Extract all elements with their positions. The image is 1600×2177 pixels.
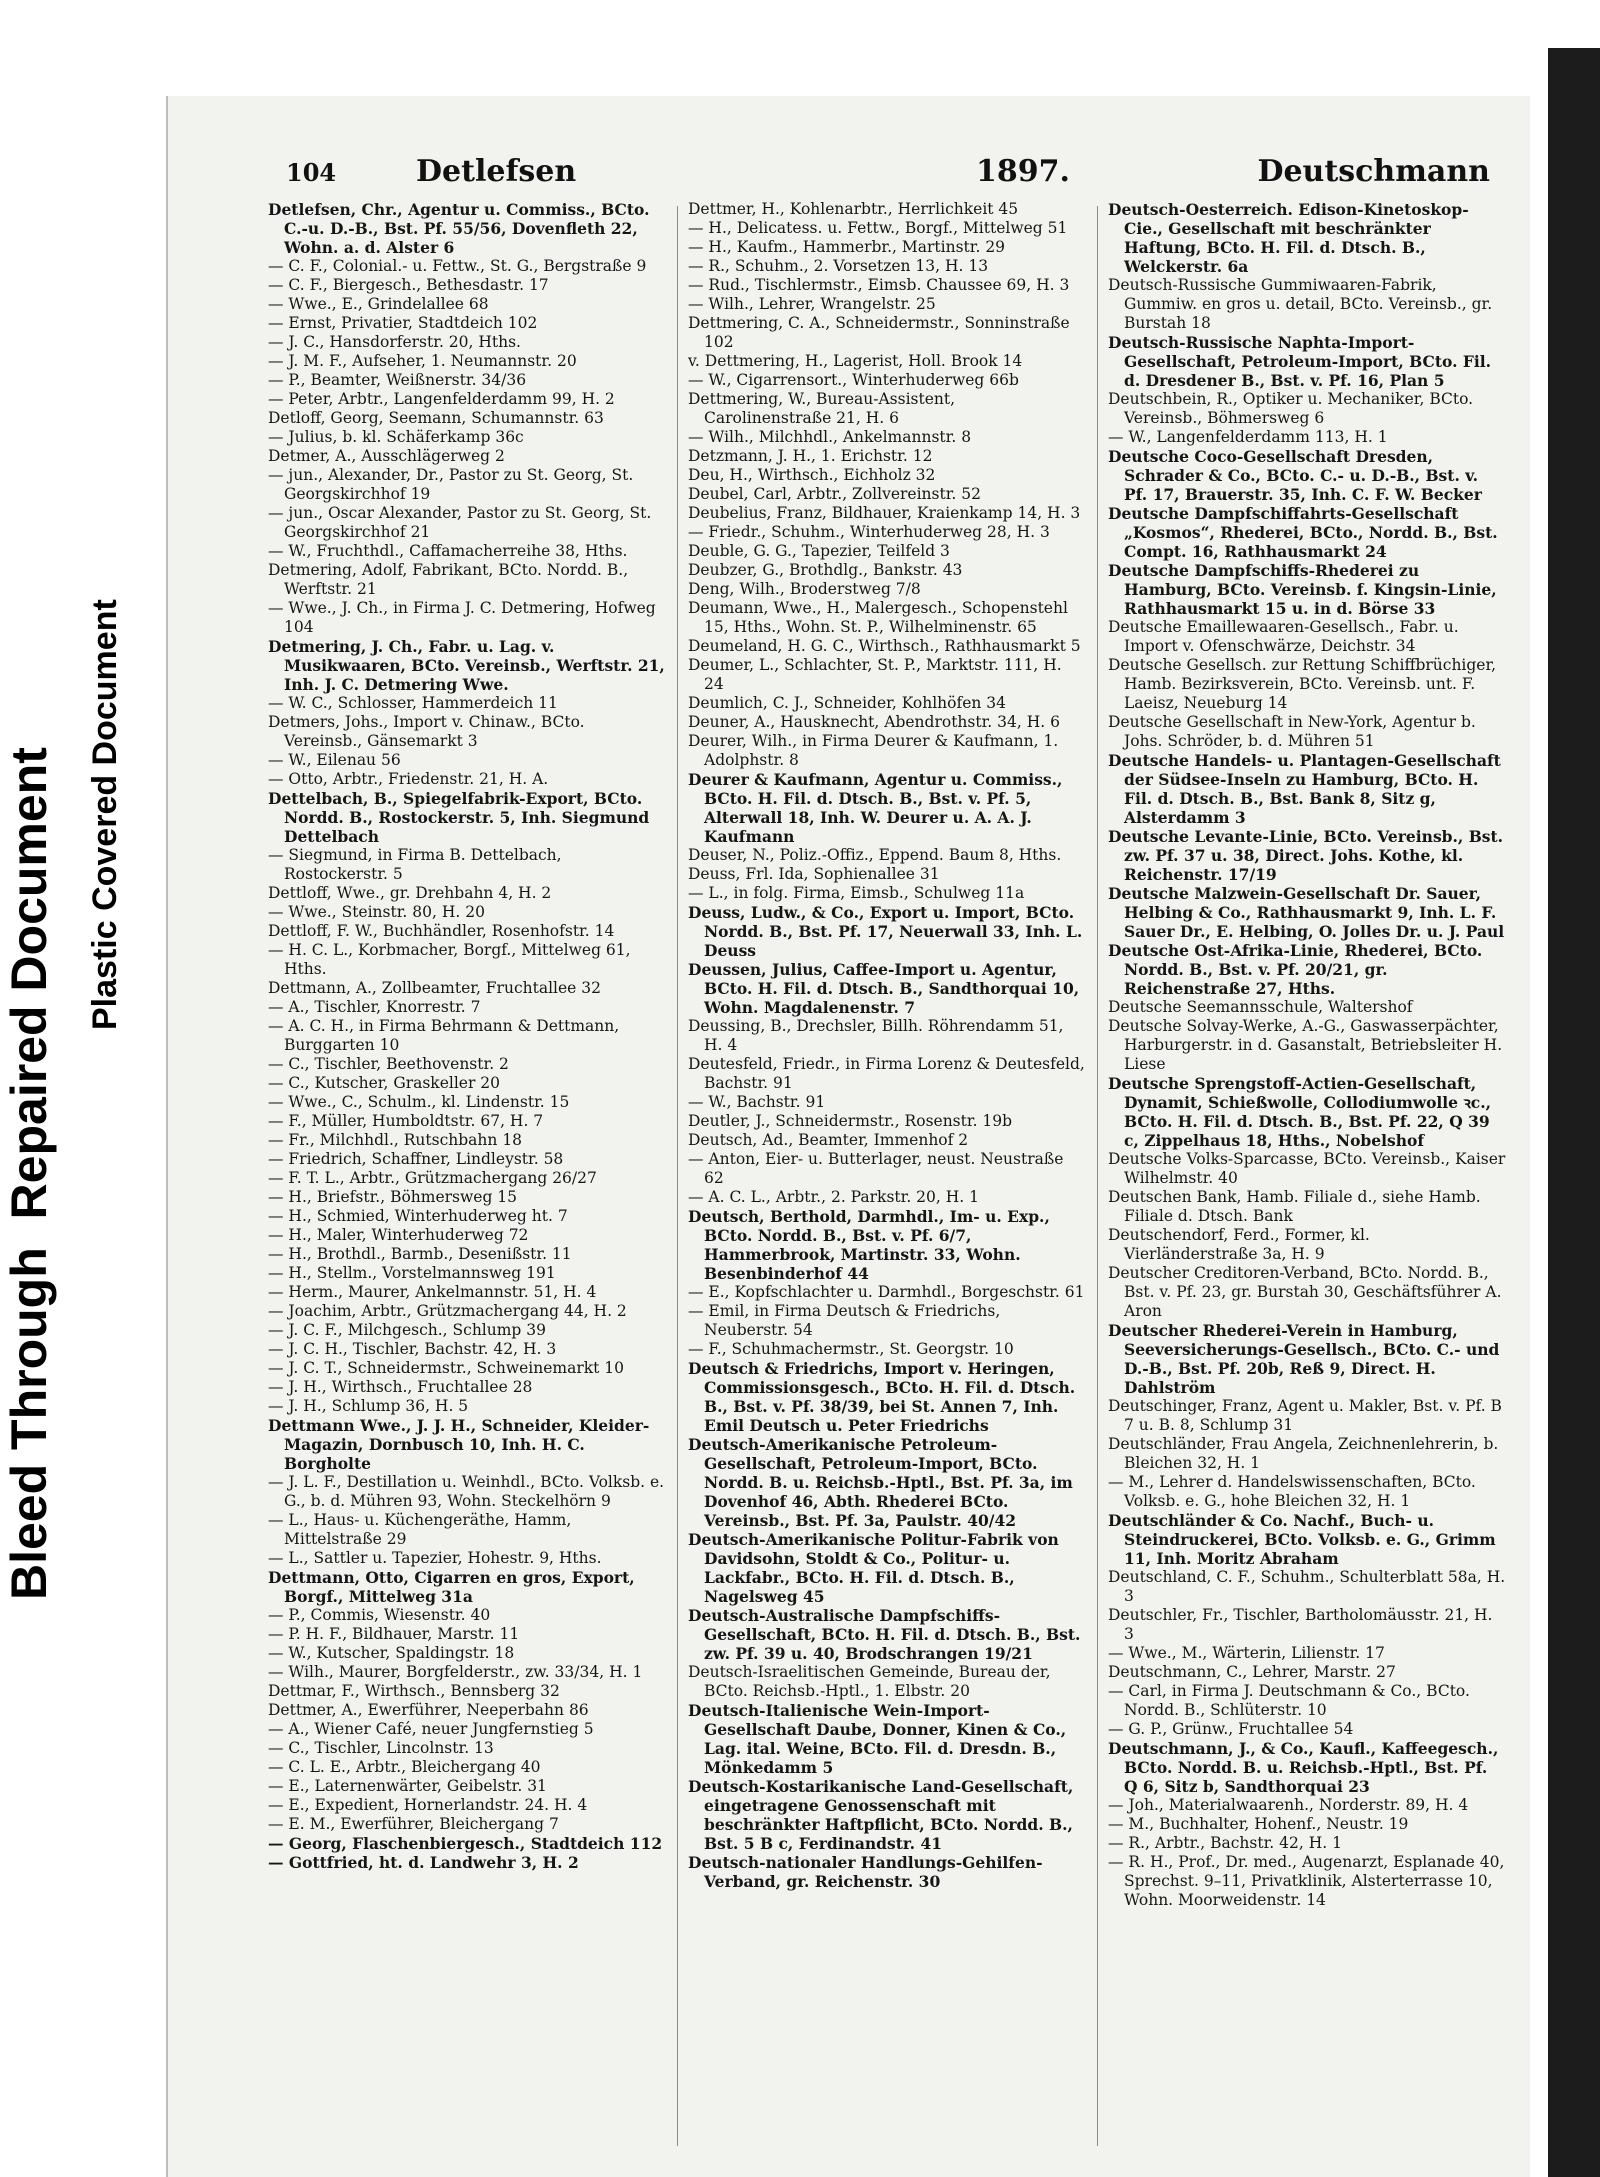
directory-entry: — E., Expedient, Hornerlandstr. 24. H. 4 — [268, 1796, 588, 1814]
directory-entry: — C. F., Biergesch., Bethesdastr. 17 — [268, 276, 549, 294]
directory-entry: Deu, H., Wirthsch., Eichholz 32 — [688, 466, 936, 484]
directory-entry: — W., Langenfelderdamm 113, H. 1 — [1108, 428, 1388, 446]
directory-entry: — Wwe., E., Grindelallee 68 — [268, 295, 489, 313]
directory-entry: — J. M. F., Aufseher, 1. Neumannstr. 20 — [268, 352, 577, 370]
directory-columns — [268, 200, 1508, 2160]
directory-entry: Deurer & Kaufmann, Agentur u. Commiss., BCto. H. Fil. d. Dtsch. B., Bst. v. Pf. 5, Alterwall 18, Inh. W. Deurer u. A. A. J. Kaufmann — [688, 770, 1063, 846]
directory-entry: Deuss, Frl. Ida, Sophienallee 31 — [688, 865, 940, 883]
directory-entry: v. Dettmering, H., Lagerist, Holl. Brook 14 — [688, 352, 1023, 370]
directory-entry: — Georg, Flaschenbiergesch., Stadtdeich 112 — [268, 1834, 663, 1853]
directory-entry: — J. C. T., Schneidermstr., Schweinemarkt 10 — [268, 1359, 625, 1377]
directory-entry: Dettloff, Wwe., gr. Drehbahn 4, H. 2 — [268, 884, 552, 902]
directory-column-1 — [268, 200, 666, 2160]
directory-entry: — H., Kaufm., Hammerbr., Martinstr. 29 — [688, 238, 1006, 256]
directory-entry: Deutsch, Ad., Beamter, Immenhof 2 — [688, 1131, 969, 1149]
directory-entry: — R., Arbtr., Bachstr. 42, H. 1 — [1108, 1834, 1342, 1852]
directory-entry: Deutsche Sprengstoff-Actien-Gesellschaft, Dynamit, Schießwolle, Collodiumwolle ꝛc., BCto. H. Fil. d. Dtsch. B., Bst. Pf. 22, Q 39 c, Zippelhaus 18, Hths., Nobelshof — [1108, 1074, 1492, 1150]
directory-entry: — H., Brothdl., Barmb., Desenißstr. 11 — [268, 1245, 572, 1263]
directory-entry: — Peter, Arbtr., Langenfelderdamm 99, H. 2 — [268, 390, 615, 408]
directory-entry: Dettmering, C. A., Schneidermstr., Sonninstraße 102 — [688, 314, 1070, 351]
directory-entry: Deubelius, Franz, Bildhauer, Kraienkamp 14, H. 3 — [688, 504, 1081, 522]
directory-entry: — Wilh., Milchhdl., Ankelmannstr. 8 — [688, 428, 972, 446]
directory-entry: — W., Fruchthdl., Caffamacherreihe 38, Hths. — [268, 542, 628, 560]
directory-entry: Dettmer, H., Kohlenarbtr., Herrlichkeit 45 — [688, 200, 1019, 218]
directory-entry: Deutsch-Russische Naphta-Import-Gesellschaft, Petroleum-Import, BCto. Fil. d. Dresdener B., Bst. v. Pf. 16, Plan 5 — [1108, 333, 1492, 390]
directory-entry: — F., Müller, Humboldtstr. 67, H. 7 — [268, 1112, 544, 1130]
directory-entry: — Carl, in Firma J. Deutschmann & Co., BCto. Nordd. B., Schlüterstr. 10 — [1108, 1682, 1470, 1719]
directory-entry: — Wwe., M., Wärterin, Lilienstr. 17 — [1108, 1644, 1385, 1662]
directory-entry: — E., Kopfschlachter u. Darmhdl., Borgeschstr. 61 — [688, 1283, 1085, 1301]
directory-entry: Deutsche Solvay-Werke, A.-G., Gaswasserpächter, Harburgerstr. in d. Gasanstalt, Betriebsleiter H. Liese — [1108, 1017, 1503, 1073]
directory-entry: Deutsch & Friedrichs, Import v. Heringen, Commissionsgesch., BCto. H. Fil. d. Dtsch. B., Bst. v. Pf. 38/39, bei St. Annen 7, Inh. Emil Deutsch u. Peter Friedrichs — [688, 1359, 1076, 1435]
directory-entry: Deutler, J., Schneidermstr., Rosenstr. 19b — [688, 1112, 1013, 1130]
directory-entry: — P., Commis, Wiesenstr. 40 — [268, 1606, 491, 1624]
directory-entry: — E., Laternenwärter, Geibelstr. 31 — [268, 1777, 547, 1795]
directory-entry: — H., Stellm., Vorstelmannsweg 191 — [268, 1264, 556, 1282]
directory-entry: Deutschbein, R., Optiker u. Mechaniker, BCto. Vereinsb., Böhmersweg 6 — [1108, 390, 1474, 427]
directory-entry: Dettelbach, B., Spiegelfabrik-Export, BCto. Nordd. B., Rostockerstr. 5, Inh. Siegmund Dettelbach — [268, 789, 650, 846]
directory-entry: — Herm., Maurer, Ankelmannstr. 51, H. 4 — [268, 1283, 597, 1301]
page-header — [286, 154, 1494, 194]
directory-entry: Deutschen Bank, Hamb. Filiale d., siehe Hamb. Filiale d. Dtsch. Bank — [1108, 1188, 1481, 1225]
directory-entry: Deussen, Julius, Caffee-Import u. Agentur, BCto. H. Fil. d. Dtsch. B., Sandthorquai 10, Wohn. Magdalenenstr. 7 — [688, 960, 1080, 1017]
directory-entry: Detmering, Adolf, Fabrikant, BCto. Nordd. B., Werftstr. 21 — [268, 561, 629, 598]
directory-entry: Deuner, A., Hausknecht, Abendrothstr. 34, H. 6 — [688, 713, 1060, 731]
directory-entry: Deutschländer & Co. Nachf., Buch- u. Steindruckerei, BCto. Volksb. e. G., Grimm 11, Inh. Moritz Abraham — [1108, 1511, 1496, 1568]
directory-entry: — P. H. F., Bildhauer, Marstr. 11 — [268, 1625, 520, 1643]
directory-entry: Deuble, G. G., Tapezier, Teilfeld 3 — [688, 542, 950, 560]
directory-page — [168, 96, 1530, 2177]
condition-label-primary — [0, 747, 58, 1600]
directory-entry: Deutsche Emaillewaaren-Gesellsch., Fabr. u. Import v. Ofenschwärze, Deichstr. 34 — [1108, 618, 1459, 655]
directory-entry: — H. C. L., Korbmacher, Borgf., Mittelweg 61, Hths. — [268, 941, 631, 978]
directory-entry: Deutsch-Kostarikanische Land-Gesellschaft, eingetragene Genossenschaft mit beschränkter Haftpflicht, BCto. Nordd. B., Bst. 5 B c, Ferdinandstr. 41 — [688, 1777, 1074, 1853]
directory-entry: — A., Tischler, Knorrestr. 7 — [268, 998, 481, 1016]
directory-entry: Deutschendorf, Ferd., Former, kl. Vierländerstraße 3a, H. 9 — [1108, 1226, 1370, 1263]
directory-entry: Deutsch-nationaler Handlungs-Gehilfen-Verband, gr. Reichenstr. 30 — [688, 1853, 1043, 1891]
directory-entry: Deutesfeld, Friedr., in Firma Lorenz & Deutesfeld, Bachstr. 91 — [688, 1055, 1085, 1092]
directory-entry: — H., Delicatess. u. Fettw., Borgf., Mittelweg 51 — [688, 219, 1068, 237]
condition-label-bleed-through: Bleed Through — [1, 1247, 57, 1600]
directory-entry: — J. H., Schlump 36, H. 5 — [268, 1397, 469, 1415]
directory-entry: — C., Tischler, Lincolnstr. 13 — [268, 1739, 494, 1757]
directory-entry: — C., Tischler, Beethovenstr. 2 — [268, 1055, 509, 1073]
directory-entry: Dettloff, F. W., Buchhändler, Rosenhofstr. 14 — [268, 922, 615, 940]
directory-entry: — W., Kutscher, Spaldingstr. 18 — [268, 1644, 515, 1662]
directory-entry: Detloff, Georg, Seemann, Schumannstr. 63 — [268, 409, 604, 427]
directory-entry: — F. T. L., Arbtr., Grützmachergang 26/27 — [268, 1169, 597, 1187]
directory-entry: Deutsch, Berthold, Darmhdl., Im- u. Exp., BCto. Nordd. B., Bst. v. Pf. 6/7, Hammerbrook, Martinstr. 33, Wohn. Besenbinderhof 44 — [688, 1207, 1050, 1283]
directory-entry: — jun., Alexander, Dr., Pastor zu St. Georg, St. Georgskirchhof 19 — [268, 466, 634, 503]
directory-entry: Detmers, Johs., Import v. Chinaw., BCto. Vereinsb., Gänsemarkt 3 — [268, 713, 585, 750]
directory-entry: — Friedrich, Schaffner, Lindleystr. 58 — [268, 1150, 564, 1168]
directory-entry: — M., Buchhalter, Hohenf., Neustr. 19 — [1108, 1815, 1409, 1833]
directory-entry: Dettmann, A., Zollbeamter, Fruchtallee 32 — [268, 979, 601, 997]
directory-entry: Deutsche Seemannsschule, Waltershof — [1108, 998, 1413, 1016]
directory-column-3 — [1108, 200, 1506, 2160]
directory-entry: Deutsche Malzwein-Gesellschaft Dr. Sauer, Helbing & Co., Rathhausmarkt 9, Inh. L. F. Sauer Dr., E. Helbing, O. Jolles Dr. u. J. Paul — [1108, 884, 1505, 941]
directory-entry: — A., Wiener Café, neuer Jungfernstieg 5 — [268, 1720, 594, 1738]
directory-entry: — G. P., Grünw., Fruchtallee 54 — [1108, 1720, 1354, 1738]
directory-entry: — Wwe., Steinstr. 80, H. 20 — [268, 903, 485, 921]
directory-entry: — F., Schuhmachermstr., St. Georgstr. 10 — [688, 1340, 1014, 1358]
directory-entry: Dettmering, W., Bureau-Assistent, Carolinenstraße 21, H. 6 — [688, 390, 956, 427]
directory-entry: — L., Sattler u. Tapezier, Hohestr. 9, Hths. — [268, 1549, 602, 1567]
directory-entry: Detzmann, J. H., 1. Erichstr. 12 — [688, 447, 933, 465]
directory-entry: — H., Schmied, Winterhuderweg ht. 7 — [268, 1207, 568, 1225]
directory-entry: — R. H., Prof., Dr. med., Augenarzt, Esplanade 40, Sprechst. 9–11, Privatklinik, Alsterterrasse 10, Wohn. Moorweidenstr. 14 — [1108, 1853, 1505, 1909]
directory-entry: Deutsche Handels- u. Plantagen-Gesellschaft der Südsee-Inseln zu Hamburg, BCto. H. Fil. d. Dtsch. B., Bst. Bank 8, Sitz g, Alsterdamm 3 — [1108, 751, 1501, 827]
directory-entry: Dettmann, Otto, Cigarren en gros, Export, Borgf., Mittelweg 31a — [268, 1568, 635, 1606]
directory-entry: — Gottfried, ht. d. Landwehr 3, H. 2 — [268, 1853, 579, 1872]
directory-entry: Deutschland, C. F., Schuhm., Schulterblatt 58a, H. 3 — [1108, 1568, 1506, 1605]
directory-entry: — Wwe., C., Schulm., kl. Lindenstr. 15 — [268, 1093, 570, 1111]
directory-entry: — Emil, in Firma Deutsch & Friedrichs, Neuberstr. 54 — [688, 1302, 1001, 1339]
directory-entry: Dettmann Wwe., J. J. H., Schneider, Kleider-Magazin, Dornbusch 10, Inh. H. C. Borgholte — [268, 1416, 650, 1473]
directory-entry: Deutsche Gesellschaft in New-York, Agentur b. Johs. Schröder, b. d. Mühren 51 — [1108, 713, 1476, 750]
directory-entry: Deng, Wilh., Broderstweg 7/8 — [688, 580, 921, 598]
directory-entry: Dettmar, F., Wirthsch., Bennsberg 32 — [268, 1682, 560, 1700]
directory-entry: Deutscher Rhederei-Verein in Hamburg, Seeversicherungs-Gesellsch., BCto. C.- und D.-B., Bst. Pf. 20b, Reß 9, Direct. H. Dahlström — [1108, 1321, 1500, 1397]
directory-entry: — J. C., Hansdorferstr. 20, Hths. — [268, 333, 521, 351]
directory-entry: — W., Eilenau 56 — [268, 751, 401, 769]
page-year: 1897. — [976, 154, 1070, 189]
directory-entry: Deurer, Wilh., in Firma Deurer & Kaufmann, 1. Adolphstr. 8 — [688, 732, 1059, 769]
directory-entry: Deuss, Ludw., & Co., Export u. Import, BCto. Nordd. B., Bst. Pf. 17, Neuerwall 33, Inh. L. Deuss — [688, 903, 1083, 960]
directory-entry: Deutschler, Fr., Tischler, Bartholomäusstr. 21, H. 3 — [1108, 1606, 1493, 1643]
page-number: 104 — [286, 158, 337, 187]
directory-entry: — Wilh., Lehrer, Wrangelstr. 25 — [688, 295, 936, 313]
directory-entry: Dettmer, A., Ewerführer, Neeperbahn 86 — [268, 1701, 589, 1719]
directory-entry: — Joh., Materialwaarenh., Norderstr. 89, H. 4 — [1108, 1796, 1469, 1814]
directory-entry: Deutsch-Amerikanische Petroleum-Gesellschaft, Petroleum-Import, BCto. Nordd. B. u. Reichsb.-Hptl., Bst. Pf. 3a, im Dovenhof 46, Abth. Rhederei BCto. Vereinsb., Bst. Pf. 3a, Paulstr. 40/42 — [688, 1435, 1073, 1530]
directory-entry: — M., Lehrer d. Handelswissenschaften, BCto. Volksb. e. G., hohe Bleichen 32, H. 1 — [1108, 1473, 1476, 1510]
directory-entry: Deutsch-Italienische Wein-Import-Gesellschaft Daube, Donner, Kinen & Co., Lag. ital. Weine, BCto. Fil. d. Dresdn. B., Mönkedamm 5 — [688, 1701, 1067, 1777]
directory-entry: — C., Kutscher, Graskeller 20 — [268, 1074, 501, 1092]
column-divider — [677, 206, 678, 2146]
directory-entry: Deutsche Coco-Gesellschaft Dresden, Schrader & Co., BCto. C.- u. D.-B., Bst. v. Pf. 17, Brauerstr. 35, Inh. C. F. W. Becker — [1108, 447, 1482, 504]
directory-entry: — Siegmund, in Firma B. Dettelbach, Rostockerstr. 5 — [268, 846, 562, 883]
directory-entry: Deumlich, C. J., Schneider, Kohlhöfen 34 — [688, 694, 1007, 712]
running-head-right: Deutschmann — [1257, 154, 1490, 189]
column-divider — [1097, 206, 1098, 2146]
directory-entry: Deutsch-Russische Gummiwaaren-Fabrik, Gummiw. en gros u. detail, BCto. Vereinsb., gr. Burstah 18 — [1108, 276, 1493, 332]
directory-entry: — J. C. F., Milchgesch., Schlump 39 — [268, 1321, 547, 1339]
directory-entry: Deumer, L., Schlachter, St. P., Marktstr. 111, H. 24 — [688, 656, 1062, 693]
directory-entry: — W., Bachstr. 91 — [688, 1093, 826, 1111]
directory-entry: Deutschmann, J., & Co., Kaufl., Kaffeegesch., BCto. Nordd. B. u. Reichsb.-Hptl., Bst. Pf. Q 6, Sitz b, Sandthorquai 23 — [1108, 1739, 1499, 1796]
document-condition-labels — [0, 120, 166, 1600]
directory-entry: — H., Maler, Winterhuderweg 72 — [268, 1226, 529, 1244]
condition-label-plastic-covered: Plastic Covered Document — [86, 599, 124, 1030]
dark-scanner-edge — [1548, 48, 1600, 2177]
directory-entry: — J. L. F., Destillation u. Weinhdl., BCto. Volksb. e. G., b. d. Mühren 93, Wohn. Steckelhörn 9 — [268, 1473, 665, 1510]
directory-entry: Deutscher Creditoren-Verband, BCto. Nordd. B., Bst. v. Pf. 23, gr. Burstah 30, Geschäftsführer A. Aron — [1108, 1264, 1502, 1320]
directory-entry: — J. H., Wirthsch., Fruchtallee 28 — [268, 1378, 533, 1396]
directory-entry: Deutsche Gesellsch. zur Rettung Schiffbrüchiger, Hamb. Bezirksverein, BCto. Vereinsb. unt. F. Laeisz, Neueburg 14 — [1108, 656, 1497, 712]
directory-entry: Deussing, B., Drechsler, Billh. Röhrendamm 51, H. 4 — [688, 1017, 1064, 1054]
running-head-left: Detlefsen — [416, 154, 577, 189]
directory-entry: — W. C., Schlosser, Hammerdeich 11 — [268, 694, 558, 712]
directory-entry: — H., Briefstr., Böhmersweg 15 — [268, 1188, 518, 1206]
directory-entry: Deubel, Carl, Arbtr., Zollvereinstr. 52 — [688, 485, 981, 503]
directory-entry: — Ernst, Privatier, Stadtdeich 102 — [268, 314, 538, 332]
directory-entry: — jun., Oscar Alexander, Pastor zu St. Georg, St. Georgskirchhof 21 — [268, 504, 652, 541]
directory-column-2 — [688, 200, 1086, 2160]
directory-entry: — E. M., Ewerführer, Bleichergang 7 — [268, 1815, 559, 1833]
directory-entry: Deutsche Ost-Afrika-Linie, Rhederei, BCto. Nordd. B., Bst. v. Pf. 20/21, gr. Reichenstraße 27, Hths. — [1108, 941, 1483, 998]
directory-entry: — L., Haus- u. Küchengeräthe, Hamm, Mittelstraße 29 — [268, 1511, 572, 1548]
directory-entry: Deumann, Wwe., H., Malergesch., Schopenstehl 15, Hths., Wohn. St. P., Wilhelminenstr. 65 — [688, 599, 1068, 636]
directory-entry: Deubzer, G., Brothdlg., Bankstr. 43 — [688, 561, 963, 579]
directory-entry: — C. L. E., Arbtr., Bleichergang 40 — [268, 1758, 541, 1776]
directory-entry: — R., Schuhm., 2. Vorsetzen 13, H. 13 — [688, 257, 989, 275]
directory-entry: Deumeland, H. G. C., Wirthsch., Rathhausmarkt 5 — [688, 637, 1081, 655]
directory-entry: Deuser, N., Poliz.-Offiz., Eppend. Baum 8, Hths. — [688, 846, 1062, 864]
directory-entry: Detmering, J. Ch., Fabr. u. Lag. v. Musikwaaren, BCto. Vereinsb., Werftstr. 21, Inh. J. C. Detmering Wwe. — [268, 637, 665, 694]
directory-entry: Deutsche Volks-Sparcasse, BCto. Vereinsb., Kaiser Wilhelmstr. 40 — [1108, 1150, 1506, 1187]
directory-entry: — Anton, Eier- u. Butterlager, neust. Neustraße 62 — [688, 1150, 1064, 1187]
directory-entry: — P., Beamter, Weißnerstr. 34/36 — [268, 371, 527, 389]
condition-label-repaired: Repaired Document — [1, 747, 57, 1220]
directory-entry: — A. C. H., in Firma Behrmann & Dettmann, Burggarten 10 — [268, 1017, 620, 1054]
directory-entry: — Joachim, Arbtr., Grützmachergang 44, H. 2 — [268, 1302, 627, 1320]
directory-entry: — A. C. L., Arbtr., 2. Parkstr. 20, H. 1 — [688, 1188, 979, 1206]
directory-entry: — Friedr., Schuhm., Winterhuderweg 28, H. 3 — [688, 523, 1050, 541]
directory-entry: — Wwe., J. Ch., in Firma J. C. Detmering, Hofweg 104 — [268, 599, 656, 636]
directory-entry: Detmer, A., Ausschlägerweg 2 — [268, 447, 505, 465]
directory-entry: — Fr., Milchhdl., Rutschbahn 18 — [268, 1131, 523, 1149]
directory-entry: Detlefsen, Chr., Agentur u. Commiss., BCto. C.-u. D.-B., Bst. Pf. 55/56, Dovenfleth 22, Wohn. a. d. Alster 6 — [268, 200, 650, 257]
directory-entry: Deutschmann, C., Lehrer, Marstr. 27 — [1108, 1663, 1396, 1681]
directory-entry: Deutsche Dampfschiffahrts-Gesellschaft „Kosmos“, Rhederei, BCto., Nordd. B., Bst. Compt. 16, Rathhausmarkt 24 — [1108, 504, 1498, 561]
directory-entry: — Otto, Arbtr., Friedenstr. 21, H. A. — [268, 770, 549, 788]
directory-entry: — Wilh., Maurer, Borgfelderstr., zw. 33/34, H. 1 — [268, 1663, 643, 1681]
directory-entry: Deutschinger, Franz, Agent u. Makler, Bst. v. Pf. B 7 u. B. 8, Schlump 31 — [1108, 1397, 1502, 1434]
directory-entry: — L., in folg. Firma, Eimsb., Schulweg 11a — [688, 884, 1025, 902]
directory-entry: — Julius, b. kl. Schäferkamp 36c — [268, 428, 524, 446]
directory-entry: — W., Cigarrensort., Winterhuderweg 66b — [688, 371, 1019, 389]
directory-entry: — J. C. H., Tischler, Bachstr. 42, H. 3 — [268, 1340, 557, 1358]
directory-entry: Deutsche Dampfschiffs-Rhederei zu Hamburg, BCto. Vereinsb. f. Kingsin-Linie, Rathhausmarkt 15 u. in d. Börse 33 — [1108, 561, 1497, 618]
directory-entry: Deutsch-Israelitischen Gemeinde, Bureau der, BCto. Reichsb.-Hptl., 1. Elbstr. 20 — [688, 1663, 1051, 1700]
directory-entry: Deutsch-Amerikanische Politur-Fabrik von Davidsohn, Stoldt & Co., Politur- u. Lackfabr., BCto. H. Fil. d. Dtsch. B., Nagelsweg 45 — [688, 1530, 1059, 1606]
directory-entry: Deutsch-Oesterreich. Edison-Kinetoskop-Cie., Gesellschaft mit beschränkter Haftung, BCto. H. Fil. d. Dtsch. B., Welckerstr. 6a — [1108, 200, 1469, 276]
directory-entry: Deutschländer, Frau Angela, Zeichnenlehrerin, b. Bleichen 32, H. 1 — [1108, 1435, 1499, 1472]
directory-entry: — C. F., Colonial.- u. Fettw., St. G., Bergstraße 9 — [268, 257, 647, 275]
directory-entry: — Rud., Tischlermstr., Eimsb. Chaussee 69, H. 3 — [688, 276, 1070, 294]
directory-entry: Deutsche Levante-Linie, BCto. Vereinsb., Bst. zw. Pf. 37 u. 38, Direct. Johs. Kothe, kl. Reichenstr. 17/19 — [1108, 827, 1504, 884]
directory-entry: Deutsch-Australische Dampfschiffs-Gesellschaft, BCto. H. Fil. d. Dtsch. B., Bst. zw. Pf. 39 u. 40, Brodschrangen 19/21 — [688, 1606, 1081, 1663]
